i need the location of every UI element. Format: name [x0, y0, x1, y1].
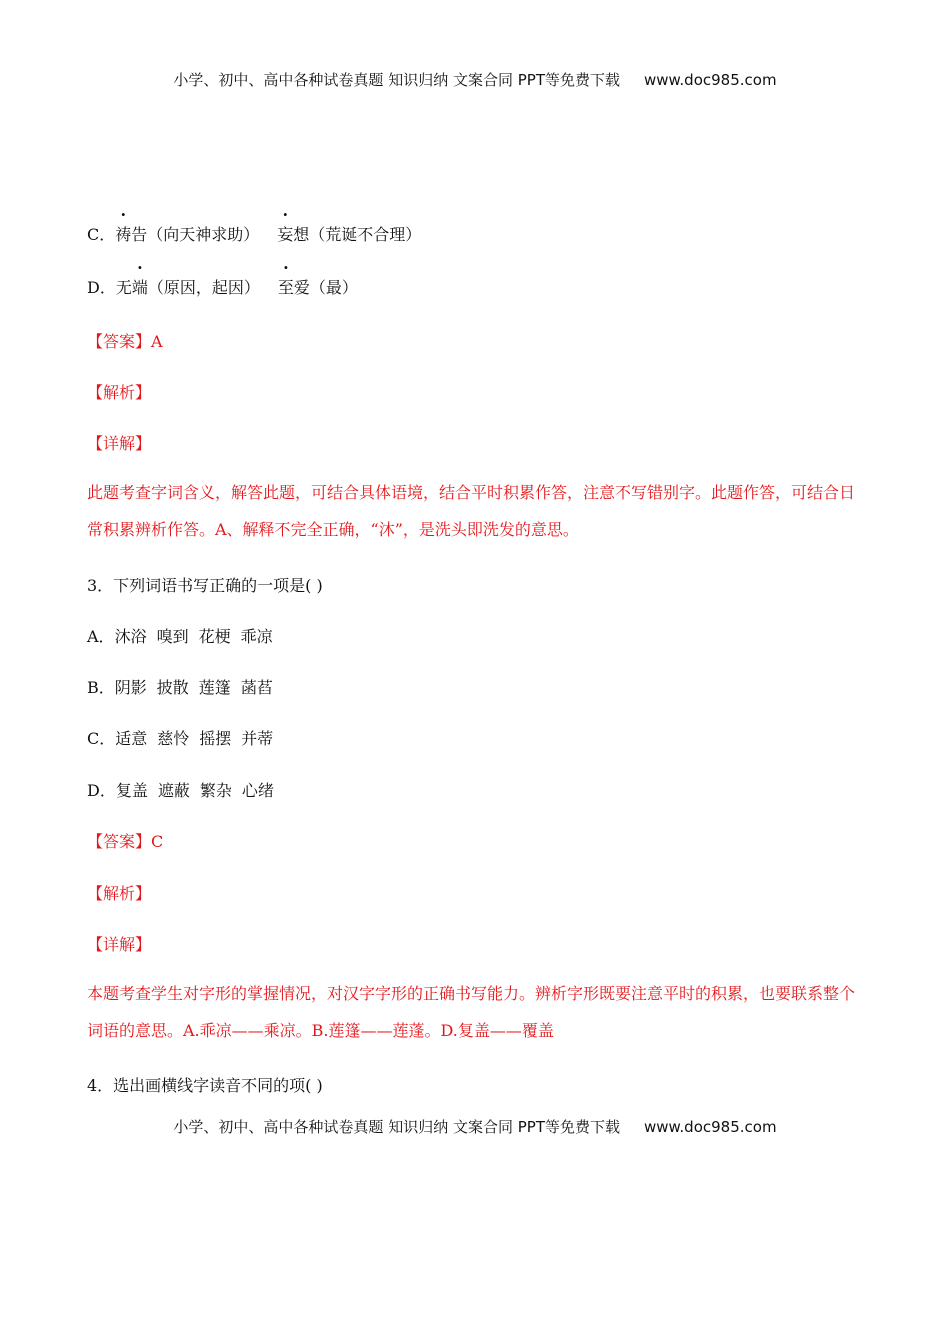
footer-url[interactable]: www.doc985.com: [643, 1118, 777, 1136]
header-url[interactable]: www.doc985.com: [643, 71, 777, 89]
emphasis-char: 至: [277, 278, 294, 297]
q2-explanation: 此题考查字词含义，解答此题，可结合具体语境，结合平时积累作答，注意不写错别字。此题作答，可结合日常积累辨析作答。A、解释不完全正确，“沐”，是洗头即洗发的意思。: [87, 483, 856, 539]
q2-analysis-heading: 【解析】: [87, 383, 152, 402]
q2-detail-heading: 【详解】: [87, 434, 152, 453]
q2-answer: 【答案】A: [87, 332, 163, 351]
q2-option-c: C．祷告（向天神求助） 妄想（荒诞不合理）: [87, 222, 421, 245]
page-header: [0, 69, 950, 90]
q3-option-c: C．适意 慈怜 摇摆 并蒂: [87, 729, 274, 748]
q3-option-d: D．复盖 遮蔽 繁杂 心绪: [87, 781, 274, 800]
q3-answer: 【答案】C: [87, 832, 164, 851]
q4-stem: 4．选出画横线字读音不同的项( ): [87, 1076, 323, 1095]
q3-analysis-heading: 【解析】: [87, 884, 152, 903]
q3-option-b: B．阴影 披散 莲篷 菡萏: [87, 678, 273, 697]
emphasis-char: 妄: [277, 225, 294, 244]
q3-option-a: A．沐浴 嗅到 花梗 乖凉: [87, 627, 273, 646]
emphasis-char: 祷: [115, 225, 132, 244]
q3-stem: 3．下列词语书写正确的一项是( ): [87, 576, 323, 595]
q2-option-d: D．无端（原因，起因） 至爱（最）: [87, 275, 358, 298]
q3-explanation: 本题考查学生对字形的掌握情况，对汉字字形的正确书写能力。辨析字形既要注意平时的积累，也要联系整个词语的意思。A.乖凉——乘凉。B.莲篷——莲蓬。D.复盖——覆盖: [87, 984, 856, 1040]
page-footer: [0, 1116, 950, 1137]
header-text: 小学、初中、高中各种试卷真题 知识归纳 文案合同 PPT等免费下载: [173, 71, 620, 89]
footer-text: 小学、初中、高中各种试卷真题 知识归纳 文案合同 PPT等免费下载: [173, 1118, 620, 1136]
q3-detail-heading: 【详解】: [87, 935, 152, 954]
emphasis-char: 端: [131, 278, 148, 297]
